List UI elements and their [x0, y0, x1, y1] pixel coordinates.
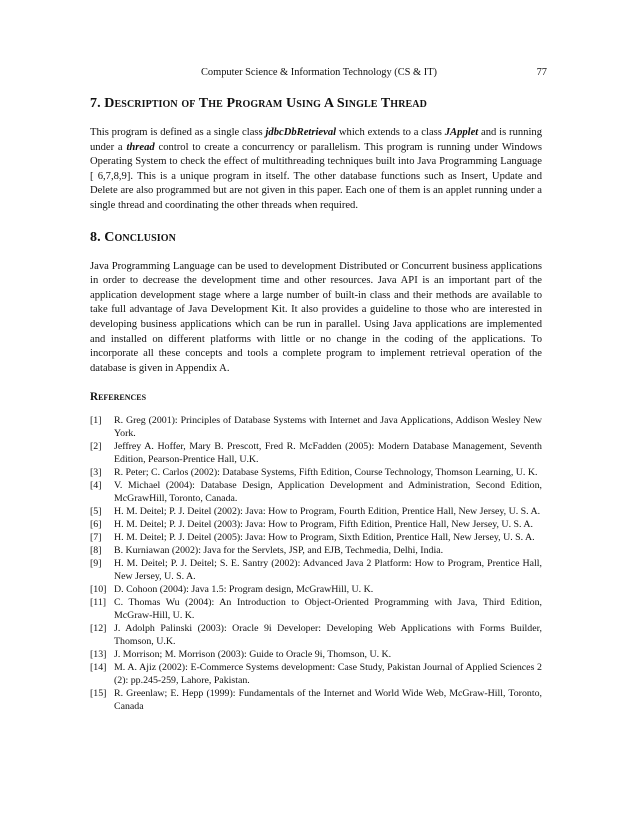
reference-number: [2]	[90, 441, 102, 453]
reference-item	[90, 479, 542, 505]
reference-item	[90, 466, 542, 479]
reference-text: R. Greenlaw; E. Hepp (1999): Fundamentals of the Internet and World Wide Web, McGraw-Hill, Toronto, Canada	[114, 688, 542, 713]
reference-number: [1]	[90, 415, 102, 427]
reference-item	[90, 414, 542, 440]
page-number: 77	[536, 67, 547, 78]
reference-number: [3]	[90, 467, 102, 479]
reference-list	[90, 414, 542, 713]
reference-text: H. M. Deitel; P. J. Deitel; S. E. Santry (2002): Advanced Java 2 Platform: How to Program, Prentice Hall, New Jersey, U. S. A.	[114, 558, 542, 583]
reference-number: [14]	[90, 662, 107, 674]
reference-text: B. Kurniawan (2002): Java for the Servlets, JSP, and EJB, Techmedia, Delhi, India.	[114, 545, 444, 557]
reference-number: [11]	[90, 597, 107, 609]
reference-item	[90, 440, 542, 466]
reference-text: H. M. Deitel; P. J. Deitel (2005): Java: How to Program, Sixth Edition, Prentice Hall, New Jersey, U. S. A.	[114, 532, 535, 544]
reference-text: Jeffrey A. Hoffer, Mary B. Prescott, Fred R. McFadden (2005): Modern Database Management, Seventh Edition, Pearson-Prentice Hall, U.K.	[114, 441, 542, 466]
reference-item	[90, 544, 542, 557]
reference-text: D. Cohoon (2004): Java 1.5: Program design, McGrawHill, U. K.	[114, 584, 374, 596]
reference-text: R. Peter; C. Carlos (2002): Database Systems, Fifth Edition, Course Technology, Thomson Learning, U. K.	[114, 467, 538, 479]
reference-number: [7]	[90, 532, 102, 544]
reference-text: J. Morrison; M. Morrison (2003): Guide to Oracle 9i, Thomson, U. K.	[114, 649, 392, 661]
reference-text: H. M. Deitel; P. J. Deitel (2003): Java: How to Program, Fifth Edition, Prentice Hall, New Jersey, U. S. A.	[114, 519, 533, 531]
section-8-paragraph: Java Programming Language can be used to development Distributed or Concurrent business applications in order to decrease the development time and other resources. Java API is an important part of the application development stage where a large number of built-in class and their methods are available to take full advantage of Java Development Kit. It also provides a guideline to those who are interested in developing business applications which can be run in parallel. Using Java applications are implemented and installed on different platforms with little or no change in the coding of the applications. To incorporate all these concepts and tools a complete program to implement retrieval operation of the database is given in Appendix A.	[90, 260, 542, 374]
section-7-text-c: and is running under a	[90, 127, 542, 153]
reference-item	[90, 531, 542, 544]
references-heading: References	[90, 391, 147, 404]
reference-item	[90, 661, 542, 687]
reference-item	[90, 648, 542, 661]
reference-number: [10]	[90, 584, 107, 596]
reference-number: [5]	[90, 506, 102, 518]
reference-item	[90, 687, 542, 713]
reference-number: [8]	[90, 545, 102, 557]
reference-text: H. M. Deitel; P. J. Deitel (2002): Java: How to Program, Fourth Edition, Prentice Hall, New Jersey, U. S. A.	[114, 506, 541, 518]
reference-item	[90, 518, 542, 531]
journal-title: Computer Science & Information Technology (CS & IT)	[201, 67, 437, 78]
reference-text: C. Thomas Wu (2004): An Introduction to Object-Oriented Programming with Java, Third Edition, McGraw-Hill, U. K.	[114, 597, 542, 622]
running-header	[91, 67, 547, 83]
thread-word: thread	[126, 141, 155, 153]
reference-number: [9]	[90, 558, 102, 570]
reference-number: [15]	[90, 688, 107, 700]
reference-number: [6]	[90, 519, 102, 531]
section-7-text-b: which extends to a class	[336, 127, 445, 138]
class-name: jdbcDbRetrieval	[265, 127, 337, 138]
reference-number: [12]	[90, 623, 107, 635]
reference-number: [4]	[90, 480, 102, 492]
reference-item	[90, 622, 542, 648]
reference-item	[90, 557, 542, 583]
parent-class-name: JApplet	[444, 127, 479, 138]
reference-text: M. A. Ajiz (2002): E-Commerce Systems development: Case Study, Pakistan Journal of Applied Sciences 2 (2): pp.245-259, Lahore, Pakistan.	[114, 662, 542, 687]
section-8-heading: 8. Conclusion	[90, 229, 176, 245]
section-7-text-d: control to create a concurrency or parallelism. This program is running under Windows Operating System to check the effect of multithreading techniques built into Java Programming Language [ 6,7,8,9]. This is a unique program in itself. The other database functions such as Insert, Update and Delete are also programmed but are not given in this paper. Each one of them is an applet running under a single thread and coordinating the other threads when required.	[90, 141, 542, 211]
reference-text: R. Greg (2001): Principles of Database Systems with Internet and Java Applications, Addison Wesley New York.	[114, 415, 542, 440]
section-7-paragraph	[90, 126, 542, 214]
section-7-heading: 7. Description of The Program Using A Single Thread	[90, 96, 427, 111]
reference-item	[90, 583, 542, 596]
reference-text: J. Adolph Palinski (2003): Oracle 9i Developer: Developing Web Applications with Forms Builder, Thomson, U.K.	[114, 623, 542, 648]
reference-item	[90, 596, 542, 622]
reference-number: [13]	[90, 649, 107, 661]
reference-item	[90, 505, 542, 518]
section-7-text-a: This program is defined as a single class	[90, 127, 266, 138]
reference-text: V. Michael (2004): Database Design, Application Development and Administration, Second Edition, McGrawHill, Toronto, Canada.	[114, 480, 542, 505]
main-content	[90, 96, 542, 713]
